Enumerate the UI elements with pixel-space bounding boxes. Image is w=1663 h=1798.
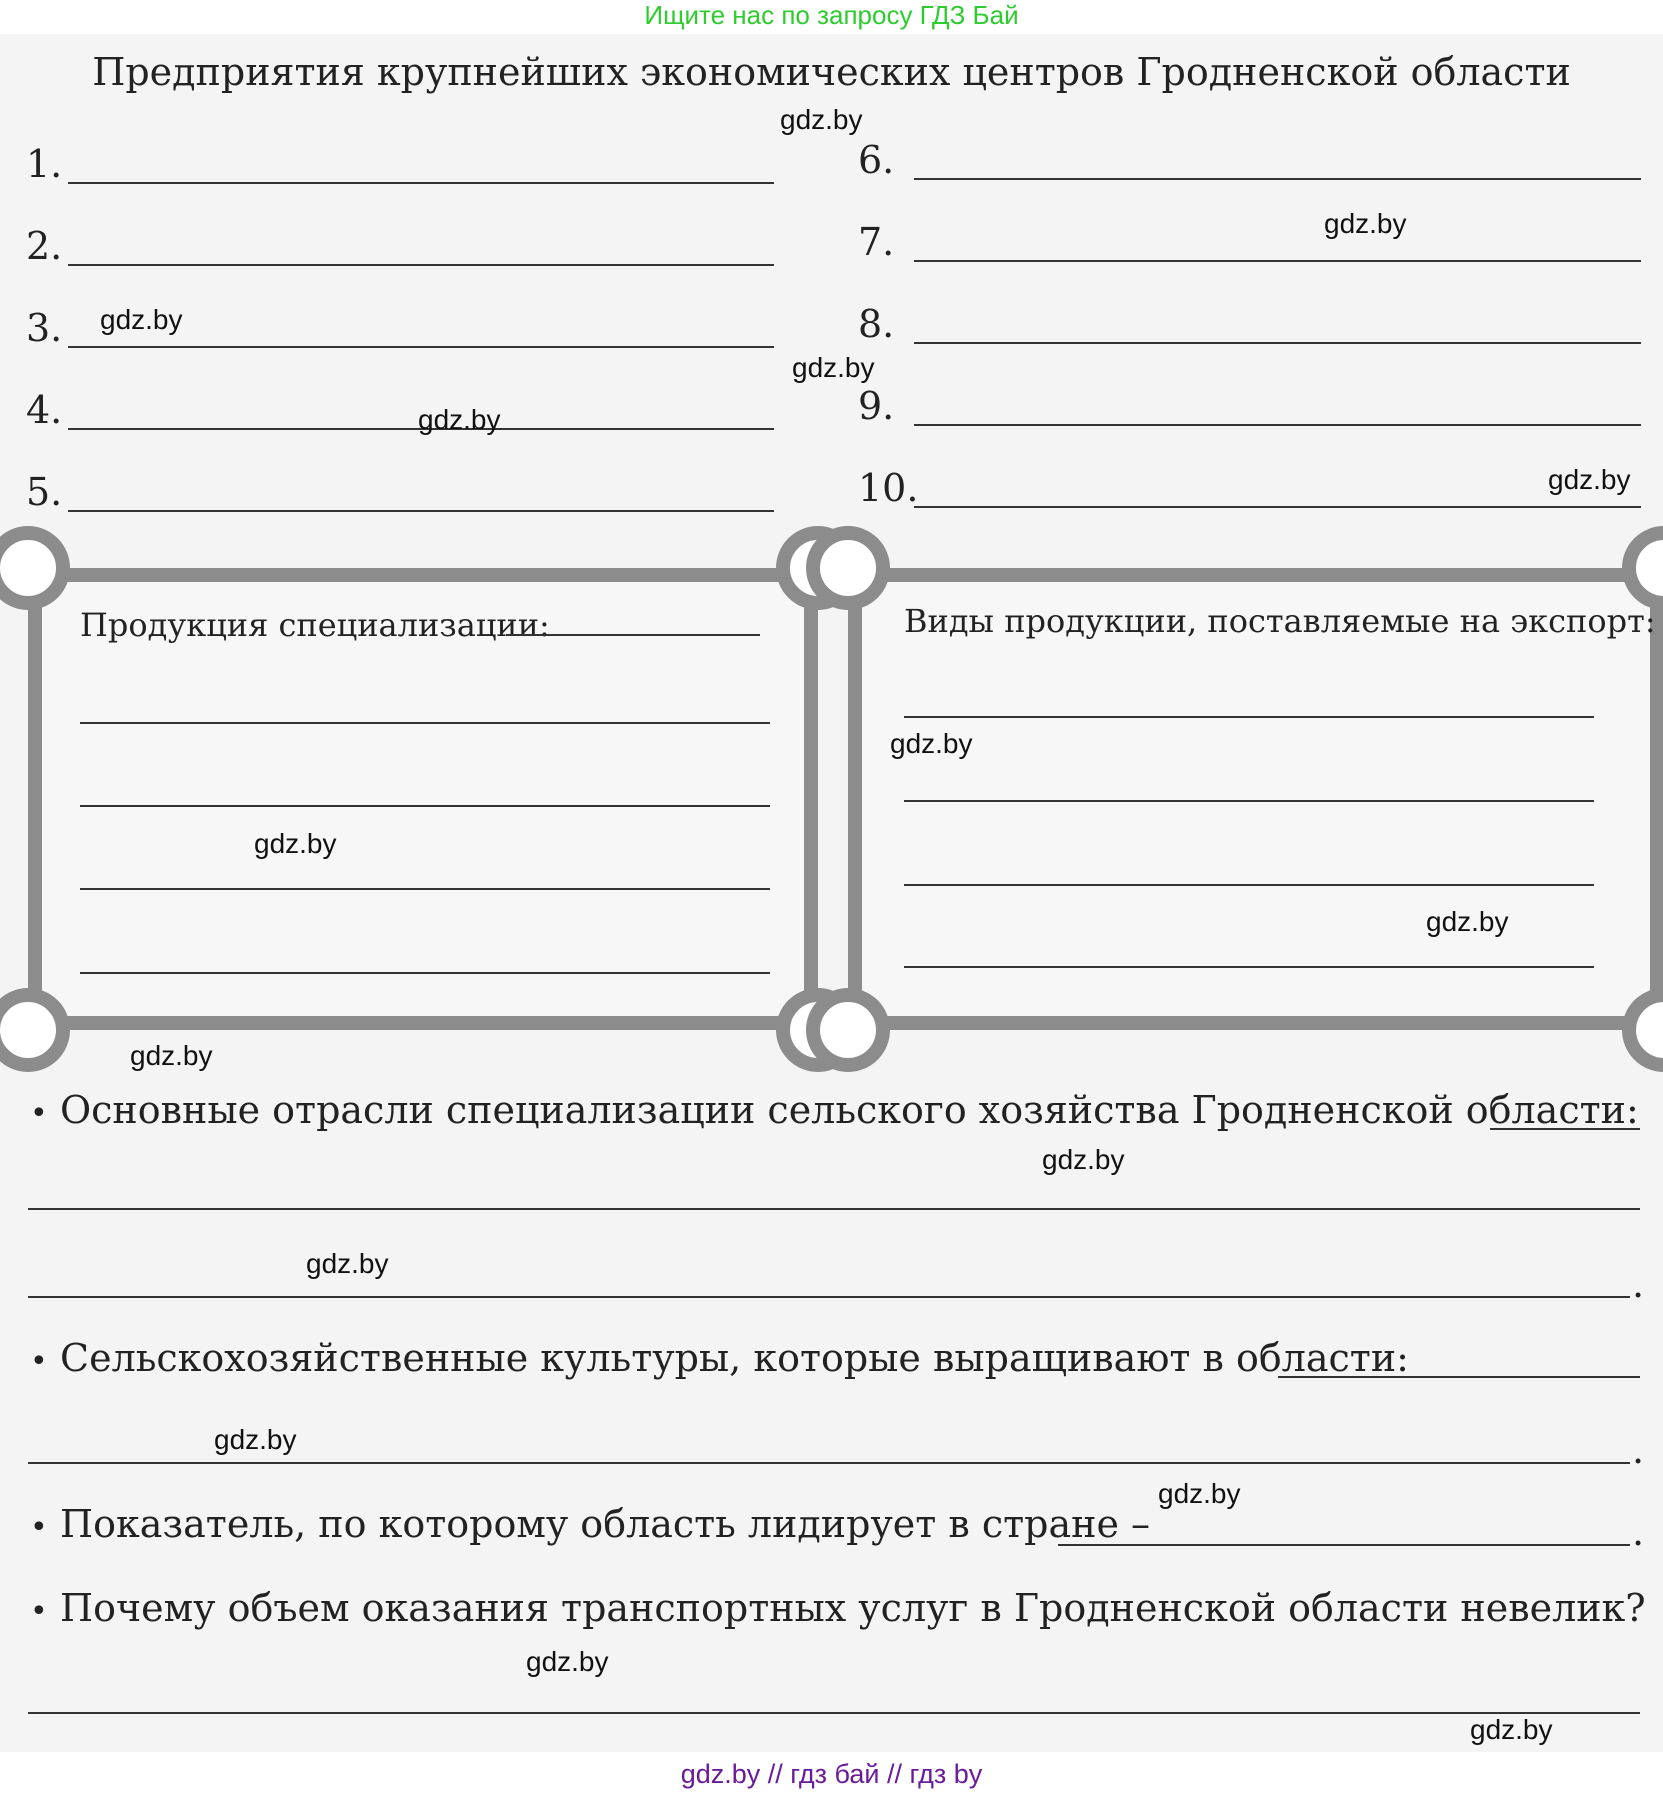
watermark: gdz.by bbox=[792, 352, 875, 383]
row-number: 10. bbox=[858, 466, 919, 510]
answer-line[interactable] bbox=[68, 346, 774, 348]
answer-line[interactable] bbox=[914, 424, 1641, 426]
answer-row bbox=[858, 460, 1641, 508]
line-end-period: . bbox=[1632, 1262, 1645, 1306]
question-agri-branches bbox=[30, 1088, 1639, 1132]
answer-line[interactable] bbox=[68, 182, 774, 184]
watermark: gdz.by bbox=[130, 1040, 213, 1071]
export-label: Виды продукции, поставляемые на экспорт: bbox=[904, 602, 1656, 640]
answer-line[interactable] bbox=[914, 178, 1641, 180]
answer-line[interactable] bbox=[914, 506, 1641, 508]
watermark: gdz.by bbox=[1426, 906, 1509, 937]
answer-line[interactable] bbox=[1278, 1376, 1640, 1378]
watermark: gdz.by bbox=[1042, 1144, 1125, 1175]
bullet: • bbox=[30, 1510, 48, 1545]
answer-line[interactable] bbox=[28, 1208, 1640, 1210]
answer-line[interactable] bbox=[28, 1462, 1630, 1464]
bullet: • bbox=[30, 1594, 48, 1629]
answer-line[interactable] bbox=[68, 264, 774, 266]
watermark: gdz.by bbox=[1158, 1478, 1241, 1509]
answer-line[interactable] bbox=[28, 1296, 1630, 1298]
specialization-line[interactable] bbox=[80, 722, 770, 724]
row-number: 3. bbox=[26, 306, 63, 350]
row-number: 1. bbox=[26, 142, 63, 186]
specialization-line[interactable] bbox=[80, 805, 770, 807]
answer-row bbox=[858, 214, 1641, 262]
answer-row bbox=[858, 132, 1641, 180]
export-line[interactable] bbox=[904, 716, 1594, 718]
row-number: 9. bbox=[858, 384, 895, 428]
question-text: Показатель, по которому область лидирует в стране – bbox=[60, 1502, 1151, 1546]
watermark: gdz.by bbox=[1324, 208, 1407, 239]
row-number: 7. bbox=[858, 220, 895, 264]
watermark: gdz.by bbox=[1470, 1714, 1553, 1745]
question-transport bbox=[30, 1586, 1646, 1630]
bullet: • bbox=[30, 1096, 48, 1131]
export-line[interactable] bbox=[904, 884, 1594, 886]
answer-row bbox=[26, 382, 774, 430]
question-text: Основные отрасли специализации сельского хозяйства Гродненской области: bbox=[60, 1088, 1639, 1132]
watermark: gdz.by bbox=[1548, 464, 1631, 495]
answer-row bbox=[858, 378, 1641, 426]
frame-corner bbox=[806, 988, 890, 1072]
export-line[interactable] bbox=[904, 800, 1594, 802]
answer-row bbox=[858, 296, 1641, 344]
answer-line[interactable] bbox=[68, 510, 774, 512]
bullet: • bbox=[30, 1344, 48, 1379]
answer-line[interactable] bbox=[914, 260, 1641, 262]
watermark: gdz.by bbox=[100, 304, 183, 335]
specialization-line[interactable] bbox=[80, 888, 770, 890]
answer-line[interactable] bbox=[1490, 1128, 1640, 1130]
question-crops bbox=[30, 1336, 1409, 1380]
watermark: gdz.by bbox=[890, 728, 973, 759]
answer-line[interactable] bbox=[1058, 1544, 1630, 1546]
line-end-period: . bbox=[1632, 1428, 1645, 1472]
answer-line[interactable] bbox=[28, 1712, 1640, 1714]
row-number: 5. bbox=[26, 470, 63, 514]
watermark: gdz.by bbox=[254, 828, 337, 859]
answer-row bbox=[26, 464, 774, 512]
row-number: 6. bbox=[858, 138, 895, 182]
watermark: gdz.by bbox=[214, 1424, 297, 1455]
specialization-line[interactable] bbox=[80, 972, 770, 974]
question-leader-indicator bbox=[30, 1502, 1150, 1546]
answer-line[interactable] bbox=[914, 342, 1641, 344]
export-line[interactable] bbox=[904, 966, 1594, 968]
answer-row bbox=[26, 136, 774, 184]
row-number: 8. bbox=[858, 302, 895, 346]
bottom-banner: gdz.by // гдз бай // гдз by bbox=[680, 1759, 983, 1789]
frame-corner bbox=[806, 526, 890, 610]
watermark: gdz.by bbox=[780, 104, 863, 135]
watermark: gdz.by bbox=[306, 1248, 389, 1279]
specialization-label: Продукция специализации: bbox=[80, 606, 550, 644]
row-number: 4. bbox=[26, 388, 63, 432]
specialization-line[interactable] bbox=[506, 634, 760, 636]
page-title: Предприятия крупнейших экономических центров Гродненской области bbox=[92, 50, 1571, 94]
question-text: Почему объем оказания транспортных услуг в Гродненской области невелик? bbox=[60, 1586, 1646, 1630]
watermark: gdz.by bbox=[418, 404, 501, 435]
row-number: 2. bbox=[26, 224, 63, 268]
top-banner: Ищите нас по запросу ГДЗ Бай bbox=[644, 0, 1019, 30]
answer-row bbox=[26, 218, 774, 266]
question-text: Сельскохозяйственные культуры, которые выращивают в области: bbox=[60, 1336, 1409, 1380]
line-end-period: . bbox=[1632, 1510, 1645, 1554]
watermark: gdz.by bbox=[526, 1646, 609, 1677]
